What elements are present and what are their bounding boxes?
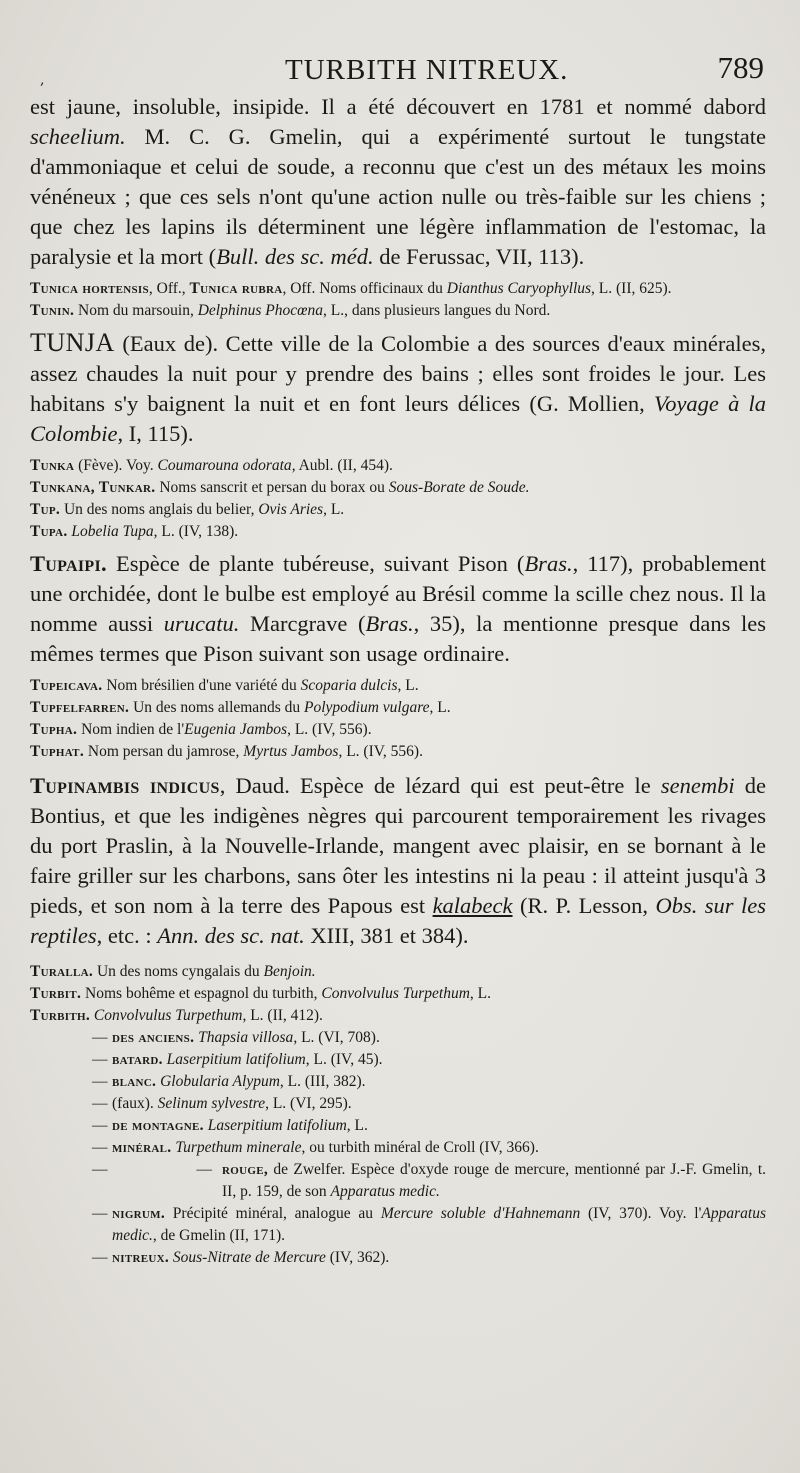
subentry-faux: — (faux). Selinum sylvestre, L. (VI, 295). [92, 1095, 352, 1112]
entry-tupinambis: Tupinambis indicus, Daud. Espèce de lézard qui est peut-être le senembi de Bontius, et que les indigènes nègres qui parcourent temporairement les rivages du port Praslin, à la Nouvelle-Irlande, mangent avec plaisir, en se bornant à le faire griller sur les charbons, sans ôter les intestins ni la peau : il atteint jusqu'à 3 pieds, et son nom à la terre des Papous est kalabeck (R. P. Lesson, Obs. sur les reptiles, etc. : Ann. des sc. nat. XIII, 381 et 384). [30, 773, 767, 948]
entry-tupfelfarren: Tupfelfarren. Un des noms allemands du Polypodium vulgare, L. [30, 699, 451, 716]
subentry-rouge: — — rouge, de Zwelfer. Espèce d'oxyde rouge de mercure, mentionné par J.-F. Gmelin, t. II, p. 159, de son Apparatus medic. [92, 1161, 766, 1200]
printer-mark: , [40, 72, 45, 88]
page-title: TURBITH NITREUX. [285, 54, 569, 86]
entry-tunka: Tunka (Fève). Voy. Coumarouna odorata, Aubl. (II, 454). [30, 457, 393, 474]
entry-tunkana: Tunkana, Tunkar. Noms sanscrit et persan du borax ou Sous-Borate de Soude. [30, 479, 530, 496]
entry-tunica: Tunica hortensis, Off., Tunica rubra, Off. Noms officinaux du Dianthus Caryophyllus, L. (II, 625). [30, 280, 672, 297]
entry-tupha: Tupha. Nom indien de l'Eugenia Jambos, L. (IV, 556). [30, 721, 372, 738]
subentry-batard: — batard. Laserpitium latifolium, L. (IV, 45). [92, 1051, 383, 1068]
entry-tuphat: Tuphat. Nom persan du jamrose, Myrtus Jambos, L. (IV, 556). [30, 743, 423, 760]
entry-turalla: Turalla. Un des noms cyngalais du Benjoin. [30, 963, 316, 980]
subentry-blanc: — blanc. Globularia Alypum, L. (III, 382). [92, 1073, 366, 1090]
entry-turbit: Turbit. Noms bohême et espagnol du turbith, Convolvulus Turpethum, L. [30, 985, 492, 1002]
subentry-nigrum: — nigrum. Précipité minéral, analogue au Mercure soluble d'Hahnemann (IV, 370). Voy. l'Apparatus medic., de Gmelin (II, 171). [92, 1205, 766, 1244]
entry-tupeicava: Tupeicava. Nom brésilien d'une variété du Scoparia dulcis, L. [30, 677, 419, 694]
entry-tunin: Tunin. Nom du marsouin, Delphinus Phocœna, L., dans plusieurs langues du Nord. [30, 302, 551, 319]
entry-tup: Tup. Un des noms anglais du belier, Ovis Aries, L. [30, 501, 345, 518]
subentry-de-montagne: — de montagne. Laserpitium latifolium, L. [92, 1117, 368, 1134]
entry-tupaipi: Tupaipi. Espèce de plante tubéreuse, suivant Pison (Bras., 117), probablement une orchidée, dont le bulbe est employé au Brésil comme la scille chez nous. Il la nomme aussi urucatu. Marcgrave (Bras., 35), la mentionne presque dans les mêmes termes que Pison suivant son usage ordinaire. [30, 551, 766, 666]
running-head [30, 50, 766, 92]
entry-tunja: TUNJA (Eaux de). Cette ville de la Colombie a des sources d'eaux minérales, assez chaudes la nuit pour y prendre des bains ; elles sont froides le jour. Les habitans s'y baignent la nuit et en font leurs délices (G. Mollien, Voyage à la Colombie, I, 115). [30, 328, 766, 446]
page-number: 789 [717, 50, 764, 85]
entry-turbith: Turbith. Convolvulus Turpethum, L. (II, 412). [30, 1007, 323, 1024]
subentry-mineral: — minéral. Turpethum minerale, ou turbith minéral de Croll (IV, 366). [92, 1139, 539, 1156]
entry-continuation: est jaune, insoluble, insipide. Il a été découvert en 1781 et nommé dabord scheelium. M. C. G. Gmelin, qui a expérimenté surtout le tungstate d'ammoniaque et celui de soude, a reconnu que c'est un des métaux les moins vénéneux ; que ces sels n'ont qu'une action nulle ou très-faible sur les chiens ; que chez les lapins ils déterminent une légère inflammation de l'estomac, la paralysie et la mort (Bull. des sc. méd. de Ferussac, VII, 113). [30, 94, 766, 269]
subentry-des-anciens: — des anciens. Thapsia villosa, L. (VI, 708). [92, 1029, 380, 1046]
subentry-nitreux: — nitreux. Sous-Nitrate de Mercure (IV, 362). [92, 1249, 390, 1266]
entry-tupa: Tupa. Lobelia Tupa, L. (IV, 138). [30, 523, 239, 540]
